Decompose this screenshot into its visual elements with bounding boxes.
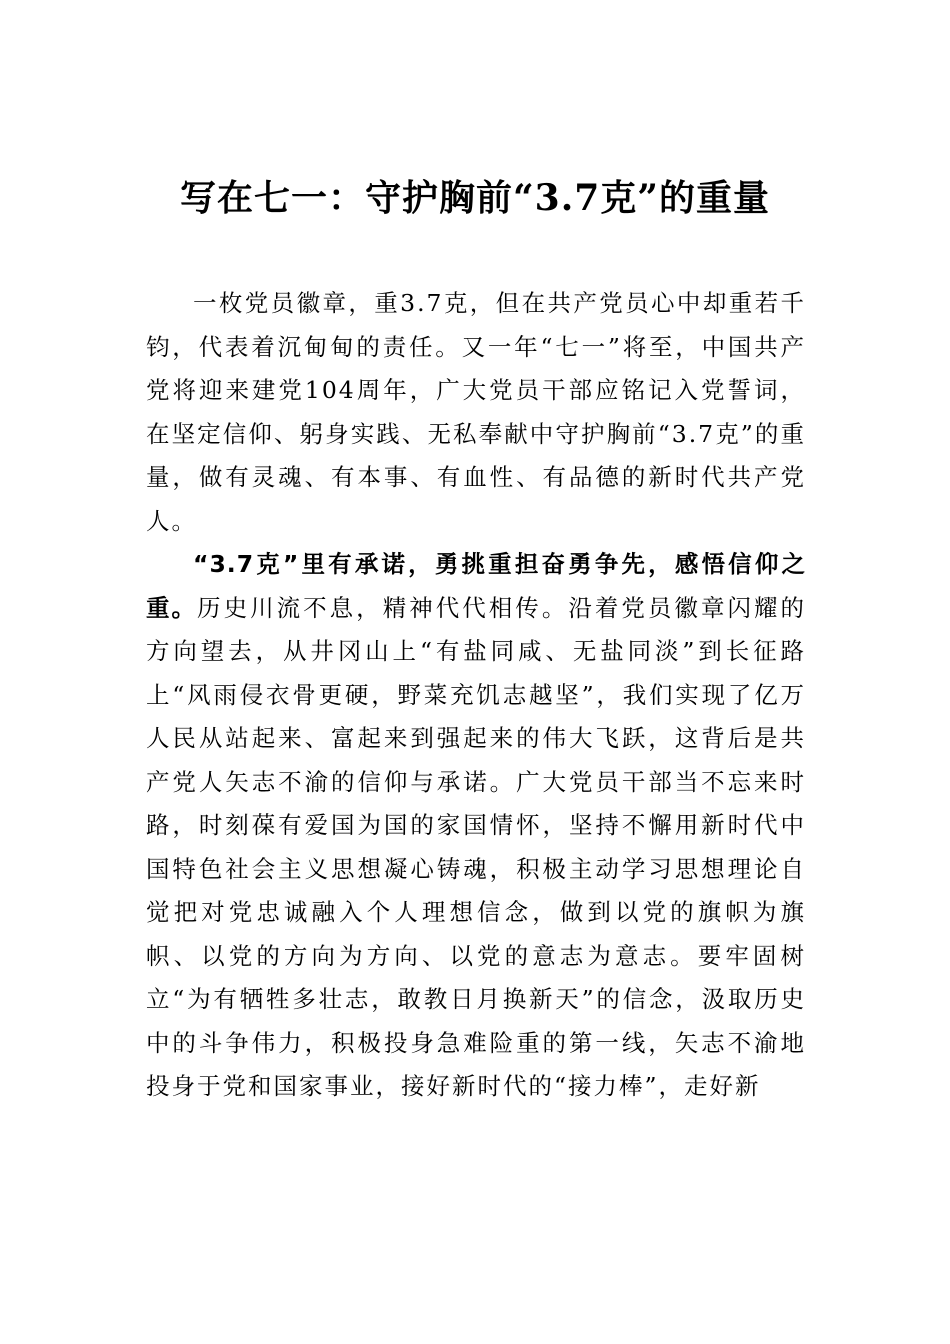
paragraph-2-lead: “3.7克”里有承诺，勇挑重担奋勇争先，感悟信仰之重。 (146, 550, 806, 622)
document-title: 写在七一：守护胸前“3.7克”的重量 (179, 177, 771, 219)
paragraph-1 (146, 282, 806, 543)
document-body (146, 282, 806, 1109)
paragraph-2 (146, 543, 806, 1109)
paragraph-2-text: 历史川流不息，精神代代相传。沿着党员徽章闪耀的方向望去，从井冈山上“有盐同咸、无盐同淡”到长征路上“风雨侵衣骨更硬，野菜充饥志越坚”，我们实现了亿万人民从站起来、富起来到强起来的伟大飞跃，这背后是共产党人矢志不渝的信仰与承诺。广大党员干部当不忘来时路，时刻葆有爱国为国的家国情怀，坚持不懈用新时代中国特色社会主义思想凝心铸魂，积极主动学习思想理论自觉把对党忠诚融入个人理想信念，做到以党的旗帜为旗帜、以党的方向为方向、以党的意志为意志。要牢固树立“为有牺牲多壮志，敢教日月换新天”的信念，汲取历史中的斗争伟力，积极投身急难险重的第一线，矢志不渝地投身于党和国家事业，接好新时代的“接力棒”，走好新 (146, 593, 807, 1100)
paragraph-1-text: 一枚党员徽章，重3.7克，但在共产党员心中却重若千钧，代表着沉甸甸的责任。又一年“七一”将至，中国共产党将迎来建党104周年，广大党员干部应铭记入党誓词，在坚定信仰、躬身实践、无私奉献中守护胸前“3.7克”的重量，做有灵魂、有本事、有血性、有品德的新时代共产党人。 (146, 289, 806, 535)
